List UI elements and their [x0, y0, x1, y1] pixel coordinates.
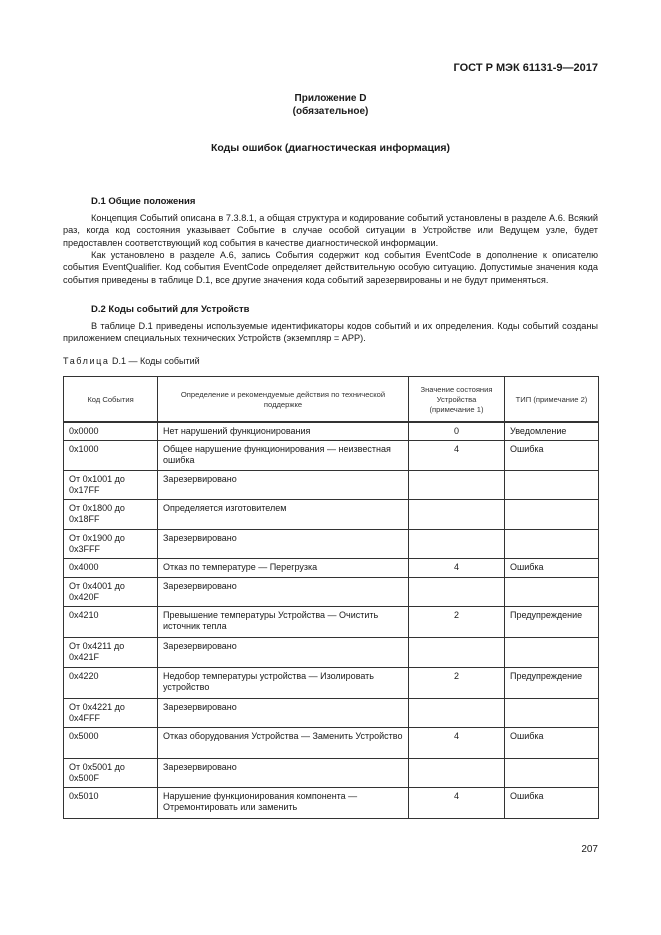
cell-code: 0x4000	[64, 558, 158, 577]
appendix-title: Приложение D	[294, 93, 367, 104]
table-body	[64, 422, 599, 818]
cell-state	[409, 529, 505, 558]
cell-state	[409, 577, 505, 606]
table-caption-prefix: Таблица	[63, 356, 110, 366]
table-row	[64, 698, 599, 727]
table-row	[64, 577, 599, 606]
table-row	[64, 422, 599, 440]
cell-type	[505, 470, 599, 499]
header-code: Код События	[64, 377, 158, 423]
cell-type: Ошибка	[505, 558, 599, 577]
event-codes-table	[63, 376, 599, 819]
cell-definition: Зарезервировано	[158, 637, 409, 667]
appendix-status: (обязательное)	[292, 106, 369, 117]
cell-code: От 0x4221 до 0x4FFF	[64, 698, 158, 727]
cell-code: 0x5010	[64, 787, 158, 818]
table-row	[64, 499, 599, 529]
cell-state: 2	[409, 606, 505, 637]
cell-definition: Зарезервировано	[158, 529, 409, 558]
section-d1-paragraph-2: Как установлено в разделе А.6, запись События содержит код события EventCode в дополнение к описателю события EventQualifier. Код события EventCode определяет действительную особую ситуацию. Допустимые значения кода события приведены в таблице D.1, все другие значения кода событий зарезервированы и не будут применяться.	[63, 250, 598, 285]
cell-type	[505, 577, 599, 606]
cell-type	[505, 499, 599, 529]
cell-type: Ошибка	[505, 787, 599, 818]
cell-type: Уведомление	[505, 422, 599, 440]
cell-state: 0	[409, 422, 505, 440]
cell-code: От 0x5001 до 0x500F	[64, 758, 158, 787]
cell-state	[409, 470, 505, 499]
table-row	[64, 637, 599, 667]
cell-code: От 0x1900 до 0x3FFF	[64, 529, 158, 558]
cell-code: 0x4220	[64, 667, 158, 698]
cell-definition: Нет нарушений функционирования	[158, 422, 409, 440]
cell-state	[409, 758, 505, 787]
appendix-heading	[0, 92, 661, 118]
cell-definition: Зарезервировано	[158, 698, 409, 727]
cell-code: От 0x1001 до 0x17FF	[64, 470, 158, 499]
cell-definition: Отказ по температуре — Перегрузка	[158, 558, 409, 577]
cell-state	[409, 499, 505, 529]
cell-code: 0x4210	[64, 606, 158, 637]
cell-code: 0x5000	[64, 727, 158, 758]
cell-definition: Недобор температуры устройства — Изолировать устройство	[158, 667, 409, 698]
section-d2-heading: D.2 Коды событий для Устройств	[91, 304, 250, 315]
cell-code: От 0x4211 до 0x421F	[64, 637, 158, 667]
table-row	[64, 787, 599, 818]
cell-type: Предупреждение	[505, 606, 599, 637]
cell-type	[505, 698, 599, 727]
cell-state: 4	[409, 440, 505, 470]
header-type: ТИП (примечание 2)	[505, 377, 599, 423]
cell-state: 2	[409, 667, 505, 698]
cell-definition: Отказ оборудования Устройства — Заменить Устройство	[158, 727, 409, 758]
page-number: 207	[581, 844, 598, 855]
cell-definition: Зарезервировано	[158, 758, 409, 787]
section-d2-paragraph-1: В таблице D.1 приведены используемые идентификаторы кодов событий и их определения. Коды событий созданы приложением специальных технических Устройств (экземпляр = APP).	[63, 321, 598, 344]
cell-state: 4	[409, 787, 505, 818]
table-caption-text: D.1 — Коды событий	[112, 356, 200, 366]
table-row	[64, 606, 599, 637]
section-d1-paragraph-1: Концепция Событий описана в 7.3.8.1, а общая структура и кодирование событий установлены в разделе А.6. Всякий раз, когда код состояния указывает Событие в случае особой ситуации в Устройстве или Ведущем узле, будет предоставлен соответствующий код события в качестве диагностической информации.	[63, 213, 598, 248]
table-row	[64, 727, 599, 758]
cell-state: 4	[409, 727, 505, 758]
cell-definition: Определяется изготовителем	[158, 499, 409, 529]
cell-definition: Превышение температуры Устройства — Очистить источник тепла	[158, 606, 409, 637]
cell-state	[409, 637, 505, 667]
cell-code: 0x0000	[64, 422, 158, 440]
cell-type	[505, 529, 599, 558]
page-title: Коды ошибок (диагностическая информация)	[210, 142, 451, 154]
header-definition: Определение и рекомендуемые действия по технической поддержке	[158, 377, 409, 423]
cell-type: Предупреждение	[505, 667, 599, 698]
cell-type: Ошибка	[505, 440, 599, 470]
table-row	[64, 440, 599, 470]
cell-definition: Нарушение функционирования компонента — Отремонтировать или заменить	[158, 787, 409, 818]
cell-type	[505, 758, 599, 787]
table-header-row	[64, 377, 599, 423]
cell-state: 4	[409, 558, 505, 577]
cell-definition: Зарезервировано	[158, 577, 409, 606]
table-row	[64, 558, 599, 577]
cell-type	[505, 637, 599, 667]
table-row	[64, 470, 599, 499]
cell-code: От 0x1800 до 0x18FF	[64, 499, 158, 529]
cell-state	[409, 698, 505, 727]
cell-definition: Общее нарушение функционирования — неизвестная ошибка	[158, 440, 409, 470]
cell-type: Ошибка	[505, 727, 599, 758]
table-caption	[63, 356, 200, 366]
table-row	[64, 529, 599, 558]
cell-definition: Зарезервировано	[158, 470, 409, 499]
table-row	[64, 758, 599, 787]
cell-code: 0x1000	[64, 440, 158, 470]
header-state: Значение состояния Устройства (примечание 1)	[409, 377, 505, 423]
table-row	[64, 667, 599, 698]
cell-code: От 0x4001 до 0x420F	[64, 577, 158, 606]
standard-header: ГОСТ Р МЭК 61131-9—2017	[453, 62, 598, 74]
section-d1-heading: D.1 Общие положения	[91, 196, 196, 207]
